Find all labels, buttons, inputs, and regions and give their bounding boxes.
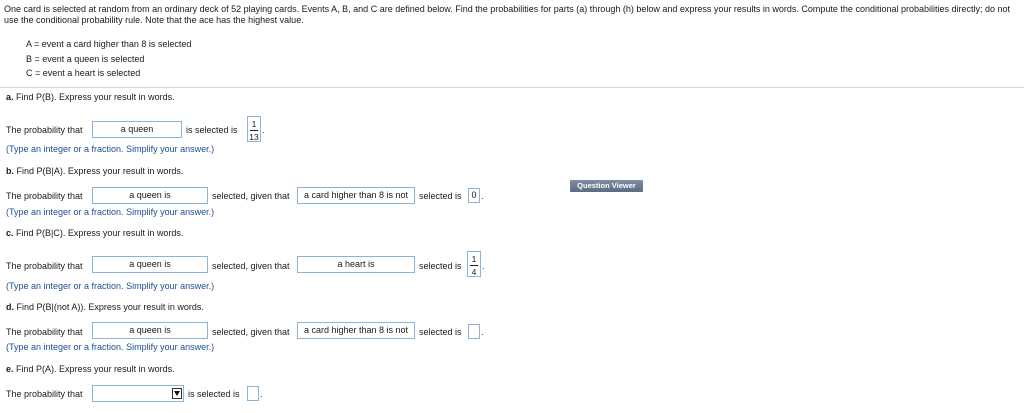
part-c-numerator: 1 (471, 254, 477, 264)
part-b-label: b. Find P(B|A). Express your result in words. (6, 166, 184, 176)
part-a-hint: (Type an integer or a fraction. Simplify your answer.) (6, 144, 215, 154)
part-b-answer-field[interactable]: 0 (468, 188, 480, 203)
problem-intro: One card is selected at random from an ordinary deck of 52 playing cards. Events A, B, and C are defined below. Find the probabilities for parts (a) through (h) below and express your results in words. Compute the conditional probabilities directly; do not use the conditional probability rule. Note that the ace has the highest value. (4, 4, 1011, 25)
part-a-middle: is selected is (186, 125, 238, 135)
part-d-suffix: selected is (419, 327, 462, 337)
question-viewer-button[interactable]: Question Viewer (570, 180, 643, 192)
part-b-middle: selected, given that (212, 191, 290, 201)
chevron-down-icon[interactable] (172, 388, 182, 399)
part-b-event-field[interactable]: a queen is (92, 187, 208, 204)
part-e-answer-field[interactable] (247, 386, 259, 401)
part-a-prefix: The probability that (6, 125, 83, 135)
part-b-condition-field[interactable]: a card higher than 8 is not (297, 187, 415, 204)
part-c-event-field[interactable]: a queen is (92, 256, 208, 273)
part-e-prefix: The probability that (6, 389, 83, 399)
part-b-suffix: selected is (419, 191, 462, 201)
part-d-condition-field[interactable]: a card higher than 8 is not (297, 322, 415, 339)
part-c-condition-field[interactable]: a heart is (297, 256, 415, 273)
part-c-hint: (Type an integer or a fraction. Simplify your answer.) (6, 281, 215, 291)
part-a-label: a. Find P(B). Express your result in words. (6, 92, 175, 102)
part-c-denominator: 4 (471, 267, 477, 277)
part-c-fraction-answer[interactable] (467, 251, 481, 277)
definition-b: B = event a queen is selected (26, 53, 145, 64)
part-a-numerator: 1 (251, 119, 257, 129)
section-divider (0, 87, 1024, 88)
part-a-fraction-answer[interactable] (247, 116, 261, 142)
part-d-answer-field[interactable] (468, 324, 480, 339)
part-a-denominator: 13 (249, 132, 259, 142)
part-b-prefix: The probability that (6, 191, 83, 201)
part-b-hint: (Type an integer or a fraction. Simplify your answer.) (6, 207, 215, 217)
part-c-prefix: The probability that (6, 261, 83, 271)
definition-a: A = event a card higher than 8 is selected (26, 39, 192, 49)
part-d-label: d. Find P(B|(not A)). Express your result in words. (6, 302, 204, 312)
part-c-middle: selected, given that (212, 261, 290, 271)
part-d-middle: selected, given that (212, 327, 290, 337)
definition-c: C = event a heart is selected (26, 68, 141, 78)
part-d-hint: (Type an integer or a fraction. Simplify your answer.) (6, 342, 215, 352)
part-d-event-field[interactable]: a queen is (92, 322, 208, 339)
part-d-prefix: The probability that (6, 327, 83, 337)
part-e-label: e. Find P(A). Express your result in words. (6, 364, 175, 374)
event-definitions (26, 37, 191, 81)
part-e-event-dropdown[interactable] (92, 385, 184, 402)
part-c-label: c. Find P(B|C). Express your result in words. (6, 228, 184, 238)
part-c-suffix: selected is (419, 261, 462, 271)
part-a-event-field[interactable]: a queen (92, 121, 182, 138)
part-e-middle: is selected is (188, 389, 240, 399)
